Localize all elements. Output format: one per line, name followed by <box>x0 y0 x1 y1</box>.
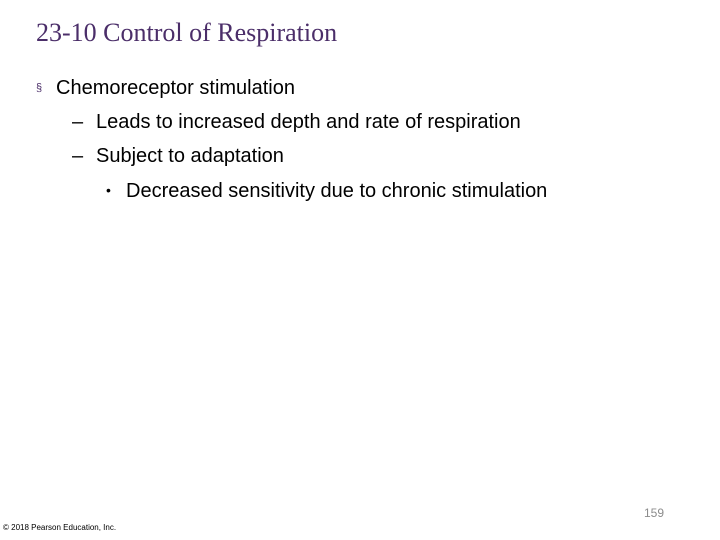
bullet-level2 <box>72 142 284 170</box>
bullet-dot-marker: • <box>106 182 111 198</box>
bullet-text: Leads to increased depth and rate of respiration <box>96 111 521 133</box>
copyright-notice: © 2018 Pearson Education, Inc. <box>3 523 117 532</box>
bullet-level3 <box>106 176 547 205</box>
bullet-dash-marker: – <box>72 111 84 133</box>
page-number: 159 <box>643 506 664 520</box>
bullet-dash-marker: – <box>72 145 84 167</box>
bullet-square-marker: § <box>36 82 43 94</box>
bullet-text: Chemoreceptor stimulation <box>56 77 295 99</box>
bullet-level2 <box>72 108 521 136</box>
bullet-text: Decreased sensitivity due to chronic stimulation <box>126 180 548 202</box>
bullet-text: Subject to adaptation <box>96 145 284 167</box>
slide-title: 23-10 Control of Respiration <box>36 18 338 47</box>
bullet-level1 <box>36 74 295 102</box>
